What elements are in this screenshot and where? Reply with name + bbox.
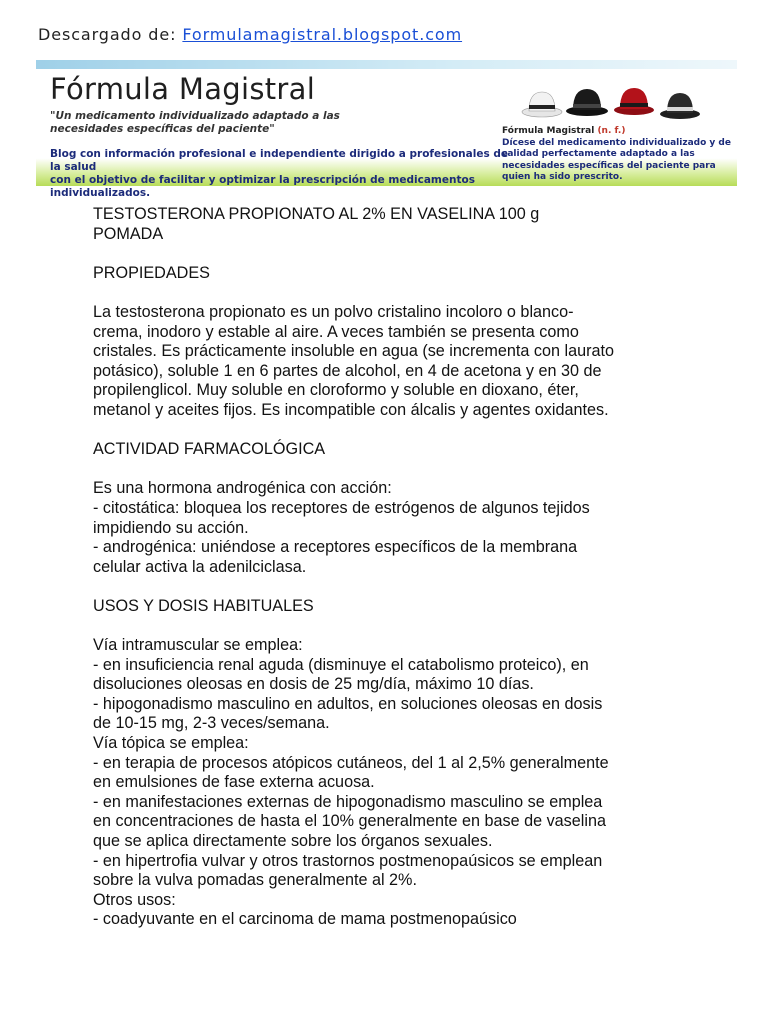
banner-blurb-line-2: con el objetivo de facilitar y optimizar la prescripción de medicamentos individualizados. bbox=[50, 174, 475, 199]
definition-term: Fórmula Magistral bbox=[502, 126, 595, 136]
section-heading-actividad: ACTIVIDAD FARMACOLÓGICA bbox=[93, 440, 326, 459]
paragraph-line: Vía tópica se emplea: bbox=[93, 734, 249, 753]
black-hat-icon bbox=[566, 89, 608, 116]
paragraph-line: - en manifestaciones externas de hipogonadismo masculino se emplea bbox=[93, 792, 603, 811]
banner-title: Fórmula Magistral bbox=[50, 72, 316, 106]
banner-top-strip bbox=[36, 60, 737, 69]
paragraph-line: impidiendo su acción. bbox=[93, 518, 249, 537]
paragraph-line: - en terapia de procesos atópicos cutáneos, del 1 al 2,5% generalmente bbox=[93, 753, 609, 772]
section-body-propiedades bbox=[93, 303, 693, 421]
paragraph-line: propilenglicol. Muy soluble en cloroformo y soluble en dioxano, éter, bbox=[93, 381, 579, 400]
definition-text: Dícese del medicamento individualizado y de calidad perfectamente adaptado a las necesidades específicas del paciente para quien ha sido prescrito. bbox=[502, 137, 731, 182]
document-title-line-1: TESTOSTERONA PROPIONATO AL 2% EN VASELINA 100 g bbox=[93, 205, 540, 223]
paragraph-line: sobre la vulva pomadas generalmente al 2%. bbox=[93, 871, 417, 890]
download-prefix: Descargado de: bbox=[38, 25, 177, 44]
paragraph-line: metanol y aceites fijos. Es incompatible con álcalis y agentes oxidantes. bbox=[93, 400, 609, 419]
banner-blurb bbox=[50, 148, 520, 200]
blog-link[interactable]: Formulamagistral.blogspot.com bbox=[182, 25, 463, 44]
red-hat-icon bbox=[614, 88, 654, 115]
document-title-line-2: POMADA bbox=[93, 224, 164, 243]
paragraph-line: en emulsiones de fase externa acuosa. bbox=[93, 773, 375, 792]
paragraph-line: que se aplica directamente sobre los órganos sexuales. bbox=[93, 832, 493, 850]
dark-hat-icon bbox=[660, 93, 700, 119]
paragraph-line: potásico), soluble 1 en 6 partes de alcohol, en 4 de acetona y en 30 de bbox=[93, 361, 602, 380]
paragraph-line: de 10-15 mg, 2-3 veces/semana. bbox=[93, 714, 330, 733]
definition-tag: (n. f.) bbox=[597, 126, 626, 136]
document-body bbox=[93, 205, 693, 930]
paragraph-line: - androgénica: uniéndose a receptores específicos de la membrana bbox=[93, 538, 578, 557]
section-body-actividad bbox=[93, 479, 693, 577]
paragraph-line: cristales. Es prácticamente insoluble en agua (se incrementa con laurato bbox=[93, 342, 614, 361]
section-heading-usos: USOS Y DOSIS HABITUALES bbox=[93, 596, 314, 615]
paragraph-line: Es una hormona androgénica con acción: bbox=[93, 479, 392, 498]
paragraph-line: Otros usos: bbox=[93, 890, 176, 909]
download-source-line bbox=[38, 25, 462, 44]
paragraph-line: celular activa la adenilciclasa. bbox=[93, 557, 307, 576]
paragraph-line: La testosterona propionato es un polvo cristalino incoloro o blanco- bbox=[93, 302, 574, 321]
banner-tagline: "Un medicamento individualizado adaptado a las necesidades específicas del paciente" bbox=[50, 110, 340, 135]
paragraph-line: disoluciones oleosas en dosis de 25 mg/día, máximo 10 días. bbox=[93, 675, 534, 694]
paragraph-line: - en insuficiencia renal aguda (disminuye el catabolismo proteico), en bbox=[93, 655, 589, 674]
paragraph-line: - hipogonadismo masculino en adultos, en soluciones oleosas en dosis bbox=[93, 694, 603, 713]
paragraph-line: - citostática: bloquea los receptores de estrógenos de algunos tejidos bbox=[93, 498, 590, 517]
paragraph-line: en concentraciones de hasta el 10% generalmente en base de vaselina bbox=[93, 812, 606, 831]
white-hat-icon bbox=[522, 92, 562, 117]
paragraph-line: crema, inodoro y estable al aire. A veces también se presenta como bbox=[93, 322, 579, 341]
hats-illustration bbox=[512, 74, 712, 124]
paragraph-line: - en hipertrofia vulvar y otros trastornos postmenopaúsicos se emplean bbox=[93, 851, 603, 870]
document-title bbox=[93, 205, 693, 244]
banner-definition bbox=[502, 126, 737, 184]
paragraph-line: Vía intramuscular se emplea: bbox=[93, 636, 303, 655]
banner-blurb-line-1: Blog con información profesional e independiente dirigido a profesionales de la salud bbox=[50, 148, 508, 173]
blog-banner[interactable] bbox=[36, 60, 737, 199]
section-body-usos bbox=[93, 636, 693, 930]
paragraph-line: - coadyuvante en el carcinoma de mama postmenopaúsico bbox=[93, 910, 517, 929]
section-heading-propiedades: PROPIEDADES bbox=[93, 263, 210, 282]
